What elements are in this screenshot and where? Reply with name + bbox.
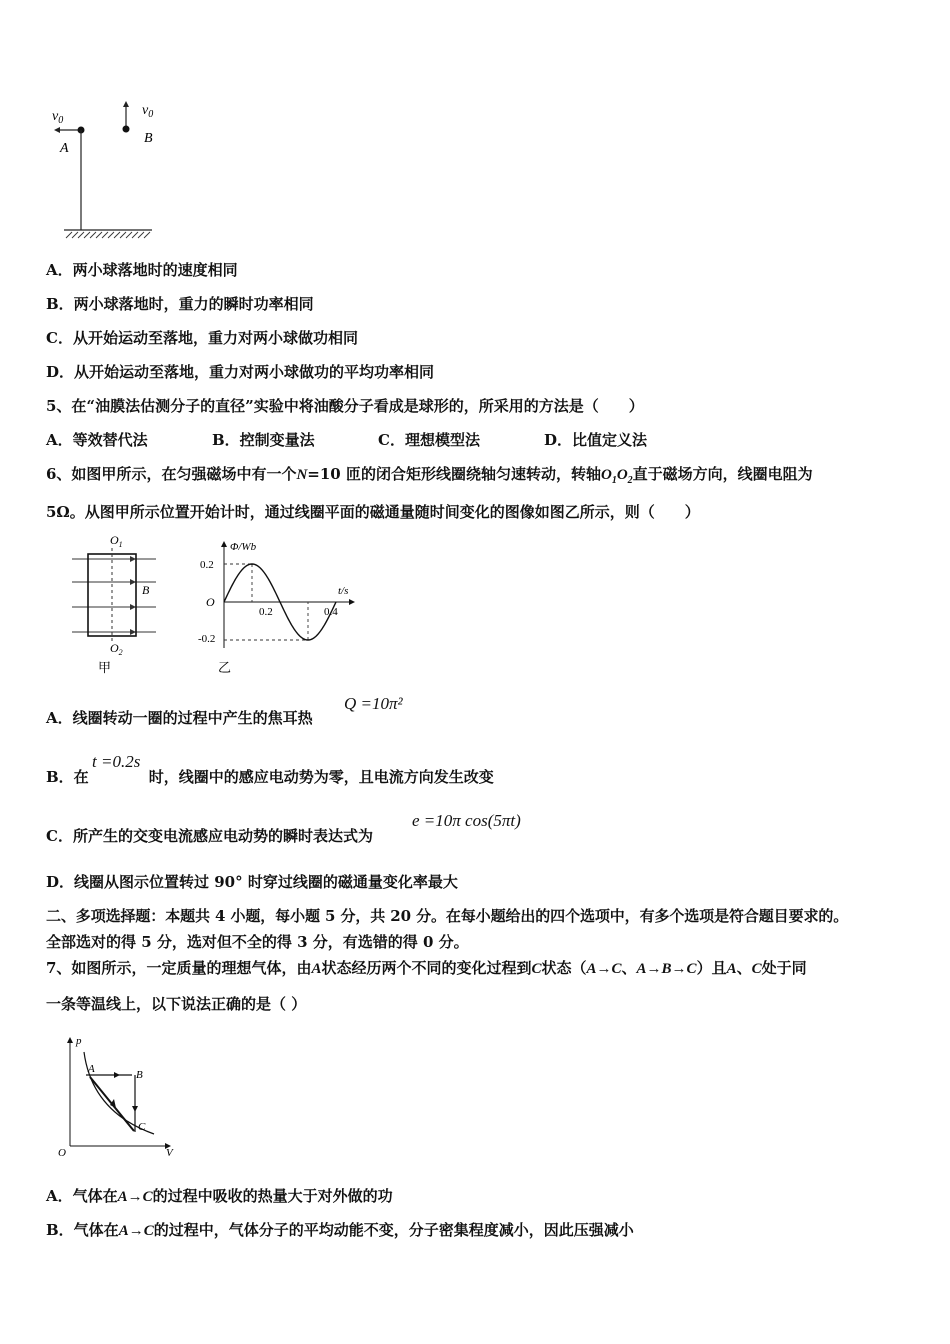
q5-stem: 5、在“油膜法估测分子的直径”实验中将油酸分子看成是球形的，所采用的方法是（ ） <box>46 397 644 415</box>
q5-option-b: B．控制变量法 <box>212 431 315 449</box>
q7-stem-line2: 一条等温线上，以下说法正确的是（ ） <box>46 995 307 1013</box>
q7-option-b: B．气体在A→C的过程中，气体分子的平均动能不变，分子密集程度减小，因此压强减小 <box>46 1221 634 1239</box>
x-tick-end: 0.4 <box>324 606 338 618</box>
figure-projectile <box>44 96 174 246</box>
q5-option-c: C．理想模型法 <box>378 431 480 449</box>
figure-pv <box>56 1032 186 1160</box>
y-tick-bottom: -0.2 <box>198 633 216 645</box>
label-a-state: A <box>88 1063 95 1075</box>
label-b-field: B <box>142 583 150 597</box>
section2-line1: 二、多项选择题：本题共 4 小题，每小题 5 分，共 20 分。在每小题给出的四个选项中，有多个选项是符合题目要求的。 <box>46 907 849 925</box>
q6-option-a-formula: Q =10π² <box>344 694 403 713</box>
q4-option-d: D．从开始运动至落地，重力对两小球做功的平均功率相同 <box>46 363 435 381</box>
q6-option-b: B．在 时，线圈中的感应电动势为零，且电流方向发生改变 <box>46 768 494 786</box>
label-o: O <box>58 1147 66 1159</box>
label-c-state: C <box>138 1121 146 1133</box>
label-b: B <box>144 131 153 146</box>
figure-jia <box>66 532 166 680</box>
label-v0-a: $v_0$ <box>52 109 64 126</box>
q7-stem-line1: 7、如图所示，一定质量的理想气体，由A状态经历两个不同的变化过程到C状态（A→C、A→B→C）且A、C处于同 <box>46 959 807 977</box>
q5-options <box>46 430 647 450</box>
q5-option-d: D．比值定义法 <box>544 431 648 449</box>
origin-label: O <box>206 595 215 609</box>
label-o1: $O_1$ <box>110 533 123 549</box>
figure-yi-chart <box>196 536 366 680</box>
x-axis-label: t/s <box>338 585 349 597</box>
q4-option-b: B．两小球落地时，重力的瞬时功率相同 <box>46 295 314 313</box>
label-a: A <box>60 141 69 156</box>
q6-option-c: C．所产生的交变电流感应电动势的瞬时表达式为 <box>46 827 373 845</box>
ball-b <box>123 126 130 133</box>
caption-yi: 乙 <box>218 660 232 675</box>
q7-option-a: A．气体在A→C的过程中吸收的热量大于对外做的功 <box>46 1187 393 1205</box>
q6-option-c-formula: e =10π cos(5πt) <box>412 811 521 830</box>
q5-option-a: A．等效替代法 <box>46 431 148 449</box>
q6-option-d: D．线圈从图示位置转过 90° 时穿过线圈的磁通量变化率最大 <box>46 873 458 891</box>
label-p: p <box>76 1035 82 1047</box>
q4-option-a: A．两小球落地时的速度相同 <box>46 261 238 279</box>
label-v0-b: $v_0$ <box>142 103 154 120</box>
q6-option-b-formula: t =0.2s <box>92 752 141 771</box>
q6-stem-line2: 5Ω。从图甲所示位置开始计时，通过线圈平面的磁通量随时间变化的图像如图乙所示，则（ ） <box>46 503 700 521</box>
label-b-state: B <box>136 1069 143 1081</box>
q6-stem-line1: 6、如图甲所示，在匀强磁场中有一个N=10 匝的闭合矩形线圈绕轴匀速转动，转轴$O_1O_2$直于磁场方向，线圈电阻为 <box>46 465 813 486</box>
caption-jia: 甲 <box>98 660 112 675</box>
q6-option-a: A．线圈转动一圈的过程中产生的焦耳热 <box>46 709 313 727</box>
ground-hatch <box>66 232 150 238</box>
y-tick-top: 0.2 <box>200 559 214 571</box>
label-o2: $O_2$ <box>110 641 123 657</box>
q4-option-c: C．从开始运动至落地，重力对两小球做功相同 <box>46 329 358 347</box>
section2-line2: 全部选对的得 5 分，选对但不全的得 3 分，有选错的得 0 分。 <box>46 933 469 951</box>
y-axis-label: Φ/Wb <box>230 541 257 553</box>
label-v: V <box>166 1147 173 1159</box>
x-tick-mid: 0.2 <box>259 606 273 618</box>
